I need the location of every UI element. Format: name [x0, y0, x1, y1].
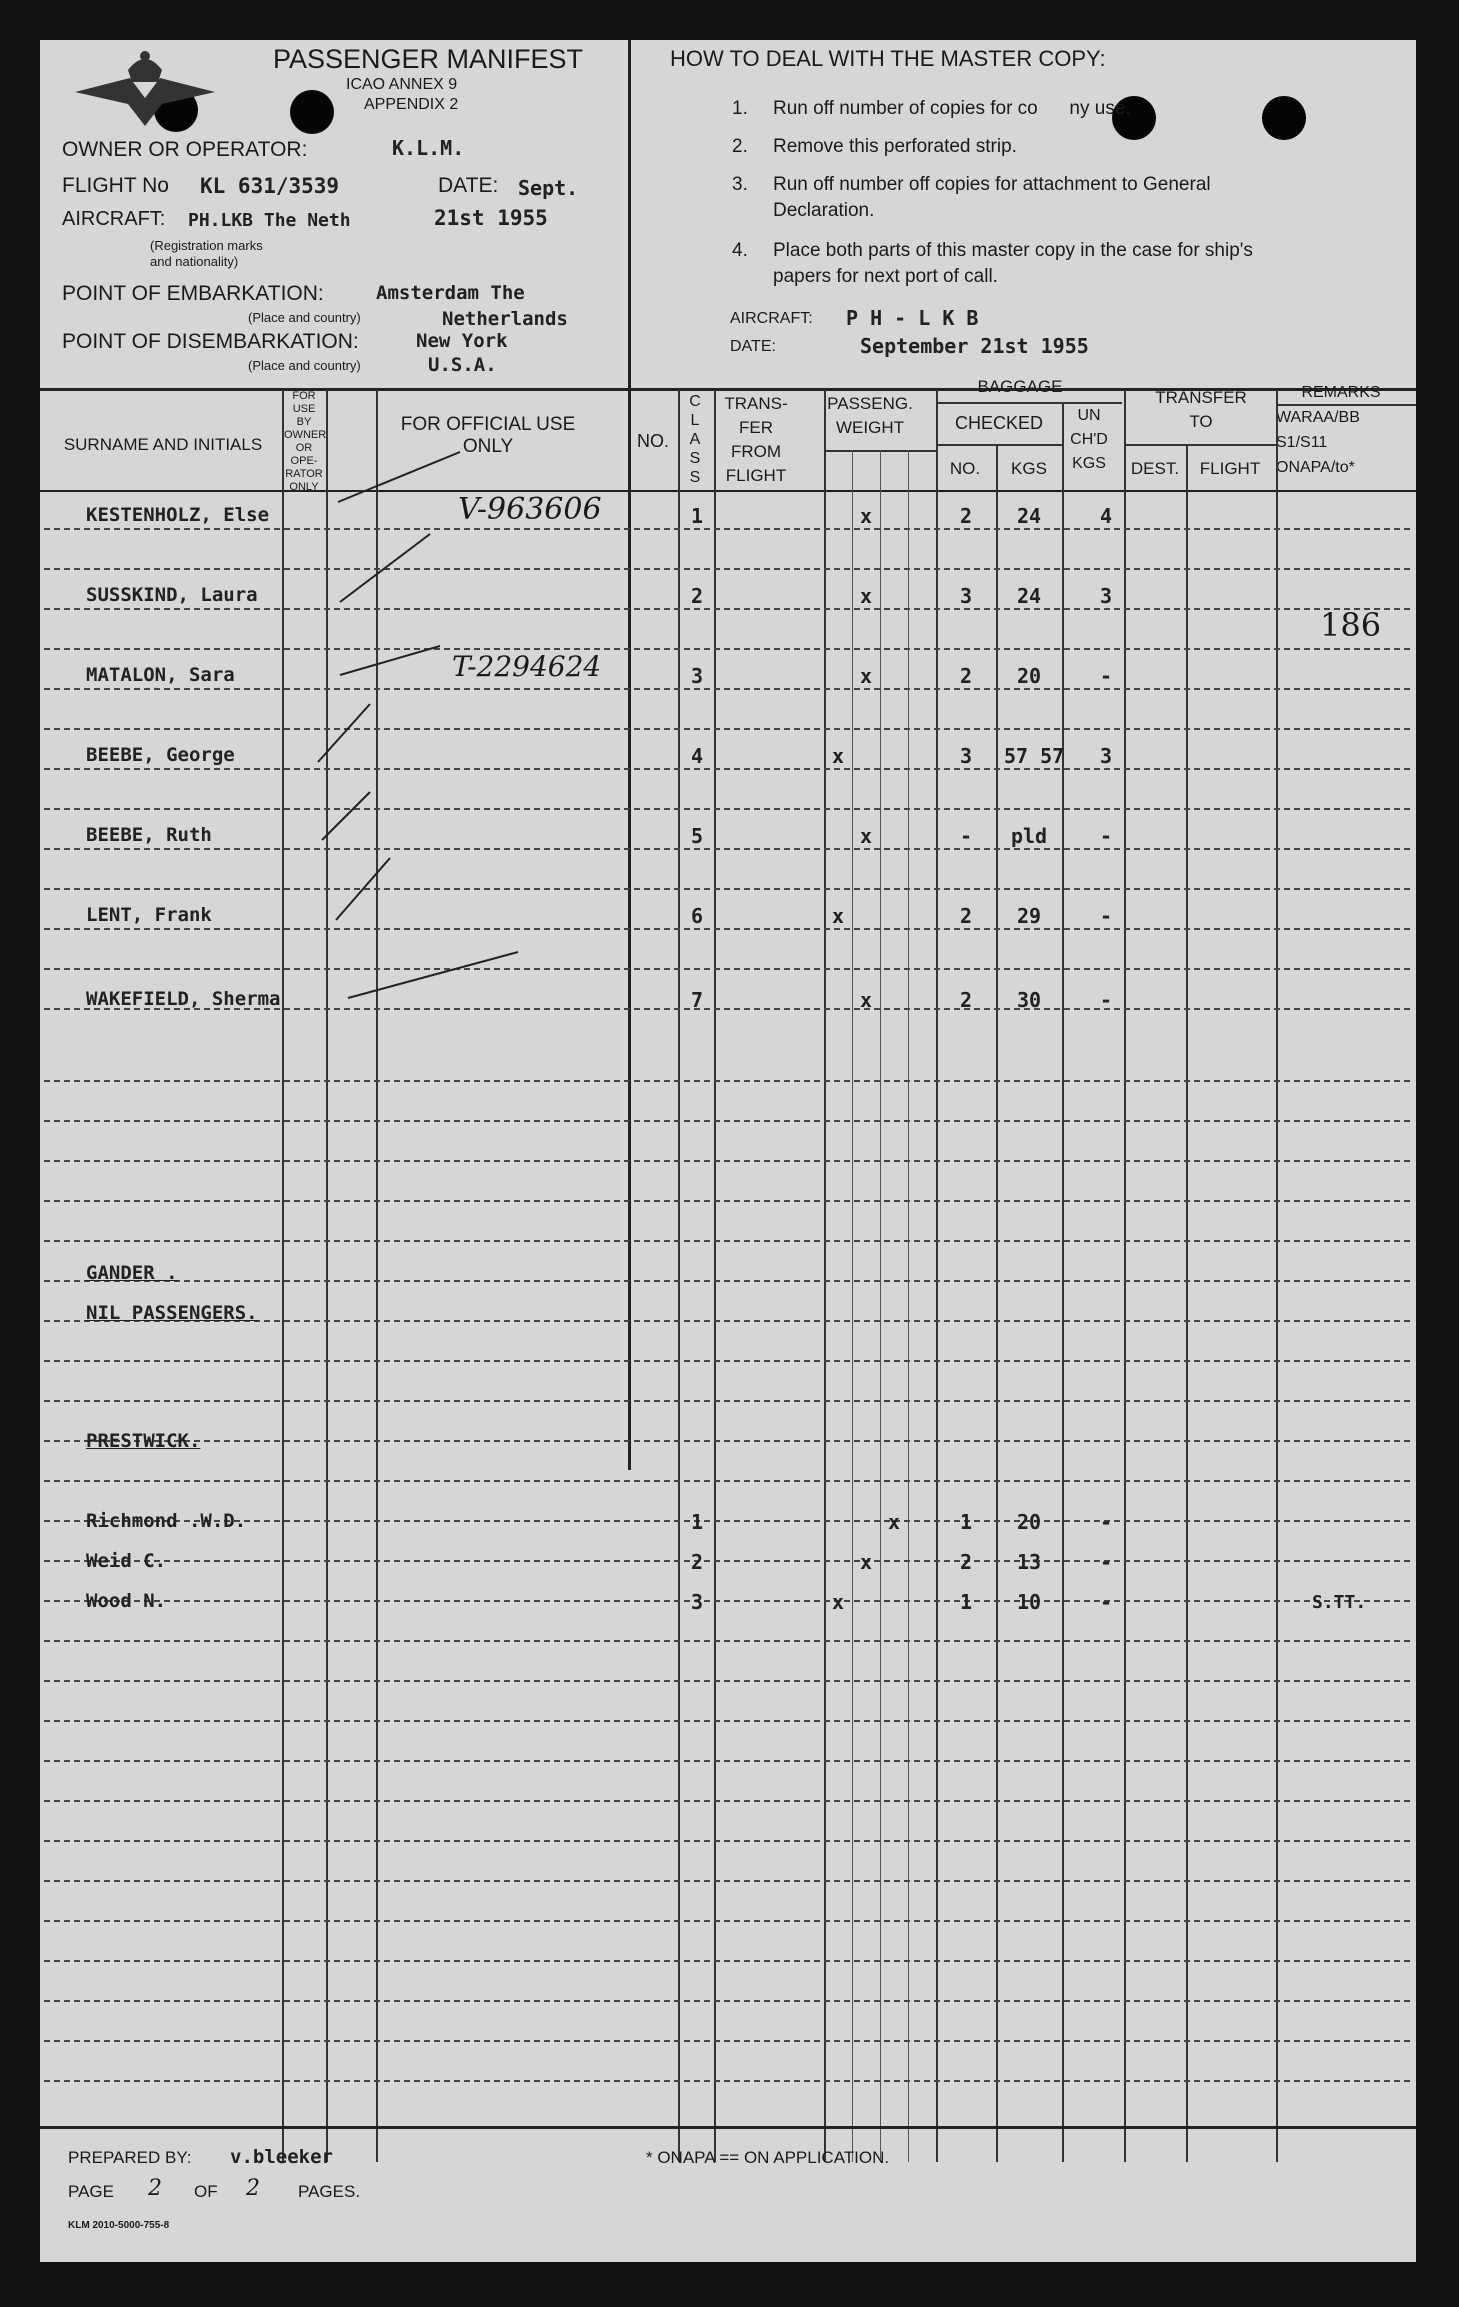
- bag-count: 2: [959, 664, 973, 688]
- of-label: OF: [194, 2182, 218, 2201]
- bag-kgs: 20: [1016, 1510, 1042, 1534]
- aircraft-note-2: and nationality): [150, 254, 239, 269]
- instruction-text: papers for next port of call.: [773, 266, 998, 287]
- bag-count: 2: [959, 988, 973, 1012]
- instruction-text: Run off number off copies for attachment to General: [773, 174, 1211, 195]
- col-no: NO.: [636, 431, 669, 451]
- row-rule: [44, 2040, 1410, 2042]
- row-rule: [44, 1920, 1410, 1922]
- date-label: DATE:: [438, 174, 499, 197]
- row-no: 6: [690, 904, 704, 928]
- aircraft-label: AIRCRAFT:: [62, 208, 166, 230]
- embarkation-value-1: Amsterdam The: [376, 282, 525, 304]
- unchecked-kgs: -: [1099, 1550, 1113, 1574]
- bag-count: 1: [959, 1510, 973, 1534]
- flight-label: FLIGHT No: [62, 174, 169, 197]
- row-rule: [44, 2000, 1410, 2002]
- footer-rule: [40, 2126, 1416, 2129]
- unchecked-kgs: -: [1099, 988, 1113, 1012]
- manifest-sheet: [40, 40, 1416, 2262]
- bag-kgs: 30: [1016, 988, 1042, 1012]
- bag-kgs: 10: [1016, 1590, 1042, 1614]
- row-rule: [44, 1600, 1410, 1602]
- instruction-text: Declaration.: [773, 200, 875, 221]
- passenger-name: Weid C.: [86, 1550, 167, 1572]
- annex-label: ICAO ANNEX 9: [346, 76, 458, 93]
- row-rule: [44, 1400, 1410, 1402]
- bag-count: 1: [959, 1590, 973, 1614]
- instruction-text: Remove this perforated strip.: [773, 136, 1017, 157]
- date-value-2: 21st 1955: [434, 206, 548, 230]
- instruction-text: Run off number of copies for co ny use.: [773, 98, 1131, 119]
- weight-mark: x: [831, 744, 845, 768]
- row-rule: [44, 1200, 1410, 1202]
- row-rule: [44, 1480, 1410, 1482]
- bag-count: 2: [959, 904, 973, 928]
- passenger-name: MATALON, Sara: [86, 664, 235, 686]
- col-checked: CHECKED: [954, 413, 1043, 433]
- gander-title: GANDER .: [86, 1262, 178, 1284]
- gander-note: NIL PASSENGERS.: [86, 1302, 258, 1324]
- col-passeng-weight: PASSENG. WEIGHT: [827, 394, 913, 437]
- col-transfer-from: TRANS- FER FROM FLIGHT: [724, 394, 788, 485]
- owner-value: K.L.M.: [392, 136, 465, 160]
- bag-kgs: 57 57: [1004, 744, 1065, 768]
- weight-mark: x: [831, 1590, 845, 1614]
- row-rule: [44, 1280, 1410, 1282]
- bag-kgs: 20: [1016, 664, 1042, 688]
- col-surname: SURNAME AND INITIALS: [63, 435, 263, 454]
- row-no: 3: [690, 1590, 704, 1614]
- row-rule: [44, 1880, 1410, 1882]
- unchecked-kgs: 3: [1099, 584, 1113, 608]
- disembarkation-label: POINT OF DISEMBARKATION:: [62, 330, 359, 353]
- row-rule: [44, 2080, 1410, 2082]
- aircraft-value: PH.LKB The Neth: [188, 210, 351, 231]
- bag-kgs: 29: [1016, 904, 1042, 928]
- embarkation-label: POINT OF EMBARKATION:: [62, 282, 324, 305]
- disembarkation-value-1: New York: [416, 330, 508, 352]
- passenger-name: Richmond .W.D.: [86, 1510, 247, 1532]
- master-date-label: DATE:: [730, 338, 776, 355]
- col-unchd: UN CH'D KGS: [1070, 407, 1108, 472]
- prepared-by-label: PREPARED BY:: [68, 2148, 192, 2167]
- flight-value: KL 631/3539: [200, 174, 340, 198]
- appendix-label: APPENDIX 2: [364, 96, 459, 113]
- row-no: 1: [690, 504, 704, 528]
- prepared-by-value: v.bleeker: [230, 2146, 333, 2168]
- unchecked-kgs: -: [1099, 904, 1113, 928]
- passenger-name: LENT, Frank: [86, 904, 212, 926]
- bag-count: 2: [959, 504, 973, 528]
- official-visa-number: T-2294624: [452, 650, 602, 683]
- col-checked-no: NO.: [949, 459, 981, 478]
- instruction-num: 1.: [732, 98, 748, 119]
- weight-mark: x: [859, 1550, 873, 1574]
- unchecked-kgs: 4: [1099, 504, 1113, 528]
- passenger-name: KESTENHOLZ, Else: [86, 504, 270, 526]
- check-marks: [40, 40, 1416, 1140]
- col-class: C L A S S: [689, 393, 701, 486]
- weight-mark: x: [859, 824, 873, 848]
- unchecked-kgs: 3: [1099, 744, 1113, 768]
- row-no: 5: [690, 824, 704, 848]
- instruction-text: Place both parts of this master copy in the case for ship's: [773, 240, 1253, 261]
- master-date-value: September 21st 1955: [860, 334, 1089, 358]
- row-rule: [44, 1440, 1410, 1442]
- disembarkation-value-2: U.S.A.: [428, 354, 497, 376]
- date-value-1: Sept.: [518, 176, 579, 200]
- weight-mark: x: [859, 584, 873, 608]
- col-baggage: BAGGAGE: [977, 377, 1063, 396]
- passenger-name: BEEBE, Ruth: [86, 824, 212, 846]
- row-rule: [44, 1160, 1410, 1162]
- bag-kgs: 24: [1016, 584, 1042, 608]
- unchecked-kgs: -: [1099, 1590, 1113, 1614]
- row-no: 4: [690, 744, 704, 768]
- weight-mark: x: [859, 988, 873, 1012]
- row-no: 7: [690, 988, 704, 1012]
- col-dest: DEST.: [1130, 459, 1180, 478]
- bag-count: 3: [959, 744, 973, 768]
- pages-label: PAGES.: [298, 2182, 361, 2201]
- bag-count: 3: [959, 584, 973, 608]
- passenger-name: WAKEFIELD, Sherma: [86, 988, 281, 1010]
- row-rule: [44, 1560, 1410, 1562]
- row-no: 3: [690, 664, 704, 688]
- row-no: 2: [690, 1550, 704, 1574]
- master-aircraft-label: AIRCRAFT:: [730, 310, 813, 327]
- row-no: 1: [690, 1510, 704, 1534]
- col-checked-kgs: KGS: [1011, 459, 1047, 478]
- weight-mark: x: [887, 1510, 901, 1534]
- print-code: KLM 2010-5000-755-8: [68, 2220, 170, 2231]
- owner-label: OWNER OR OPERATOR:: [62, 138, 308, 161]
- col-flight: FLIGHT: [1199, 459, 1261, 478]
- unchecked-kgs: -: [1099, 824, 1113, 848]
- col-transfer-to: TRANSFER TO: [1155, 388, 1247, 431]
- instructions-title: HOW TO DEAL WITH THE MASTER COPY:: [670, 46, 1106, 71]
- place-note: (Place and country): [248, 310, 361, 325]
- onapa-note: * ONAPA == ON APPLICATION.: [646, 2148, 890, 2167]
- bag-kgs: 24: [1016, 504, 1042, 528]
- unchecked-kgs: -: [1099, 1510, 1113, 1534]
- remark-value: S.TT.: [1312, 1592, 1367, 1613]
- aircraft-note-1: (Registration marks: [150, 238, 263, 253]
- row-rule: [44, 1960, 1410, 1962]
- col-owner-use: FOR USE BY OWNER OR OPE- RATOR ONLY: [284, 390, 327, 493]
- place-note: (Place and country): [248, 358, 361, 373]
- row-rule: [44, 1360, 1410, 1362]
- page-value: 2: [148, 2176, 162, 2201]
- passenger-name: SUSSKIND, Laura: [86, 584, 258, 606]
- unchecked-kgs: -: [1099, 664, 1113, 688]
- passenger-name: Wood N.: [86, 1590, 167, 1612]
- prestwick-title: PRESTWICK.: [86, 1430, 201, 1452]
- row-rule: [44, 1760, 1410, 1762]
- bag-count: -: [959, 824, 973, 848]
- bag-count: 2: [959, 1550, 973, 1574]
- instruction-num: 4.: [732, 240, 748, 261]
- bag-kgs: 13: [1016, 1550, 1042, 1574]
- row-rule: [44, 1800, 1410, 1802]
- instruction-num: 2.: [732, 136, 748, 157]
- remark-handwritten: 186: [1320, 606, 1382, 644]
- instruction-num: 3.: [732, 174, 748, 195]
- weight-mark: x: [831, 904, 845, 928]
- row-rule: [44, 1680, 1410, 1682]
- row-rule: [44, 1640, 1410, 1642]
- passenger-name: BEEBE, George: [86, 744, 235, 766]
- row-rule: [44, 1840, 1410, 1842]
- bag-kgs: pld: [1010, 824, 1048, 848]
- page-label: PAGE: [68, 2182, 114, 2201]
- row-rule: [44, 1720, 1410, 1722]
- row-rule: [44, 1240, 1410, 1242]
- weight-mark: x: [859, 664, 873, 688]
- master-aircraft-value: P H - L K B: [846, 306, 979, 330]
- official-visa-number: V-963606: [458, 492, 602, 527]
- embarkation-value-2: Netherlands: [442, 308, 568, 330]
- col-remarks: REMARKS WARAA/BB S1/S11 ONAPA/to*: [1276, 384, 1381, 476]
- weight-mark: x: [859, 504, 873, 528]
- manifest-title: PASSENGER MANIFEST: [273, 44, 584, 74]
- col-official-use: FOR OFFICIAL USE ONLY: [400, 414, 576, 457]
- row-rule: [44, 1520, 1410, 1522]
- of-value: 2: [246, 2176, 260, 2201]
- row-no: 2: [690, 584, 704, 608]
